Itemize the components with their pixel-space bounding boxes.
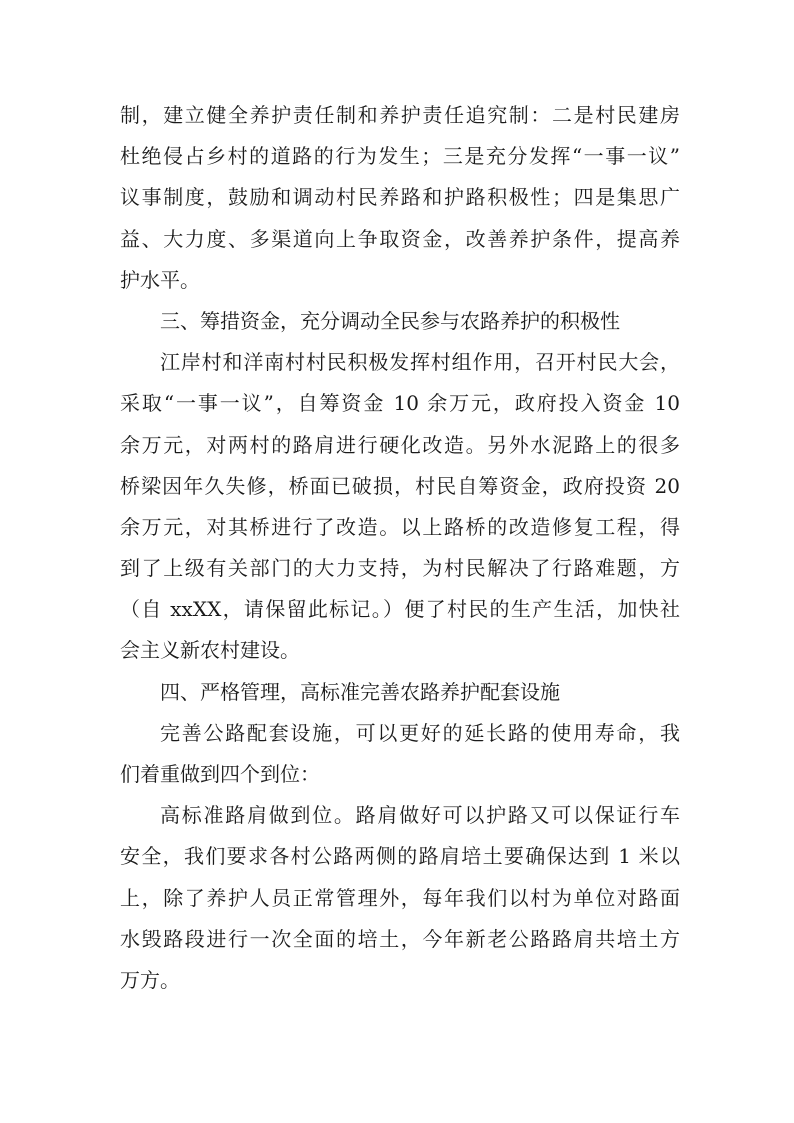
text-line: 杜绝侵占乡村的道路的行为发生；三是充分发挥“一事一议” (120, 144, 680, 169)
document-body (120, 95, 680, 1001)
text-line: 们着重做到四个到位： (120, 762, 320, 786)
text-line: 到了上级有关部门的大力支持，为村民解决了行路难题，方 (120, 556, 680, 581)
text-line: 上，除了养护人员正常管理外，每年我们以村为单位对路面 (120, 885, 680, 910)
section-heading: 三、筹措资金，充分调动全民参与农路养护的积极性 (160, 308, 620, 333)
text-line: 万方。 (120, 967, 180, 992)
text-line: 安全，我们要求各村公路两侧的路肩培土要确保达到 1 米以 (120, 844, 680, 869)
text-line: （自 xxXX，请保留此标记。）便了村民的生产生活，加快社 (120, 597, 680, 622)
text-line: 桥梁因年久失修，桥面已破损，村民自筹资金，政府投资 20 (120, 473, 680, 498)
text-line: 制，建立健全养护责任制和养护责任追究制：二是村民建房 (120, 103, 680, 127)
text-line: 完善公路配套设施，可以更好的延长路的使用寿命，我 (160, 720, 680, 745)
text-line: 水毁路段进行一次全面的培土，今年新老公路路肩共培土方 (120, 926, 680, 951)
text-line: 采取“一事一议”，自筹资金 10 余万元，政府投入资金 10 (120, 391, 680, 416)
text-line: 护水平。 (120, 267, 200, 292)
text-line: 余万元，对两村的路肩进行硬化改造。另外水泥路上的很多 (120, 432, 680, 457)
text-line: 议事制度，鼓励和调动村民养路和护路积极性；四是集思广 (120, 185, 680, 210)
text-line: 益、大力度、多渠道向上争取资金，改善养护条件，提高养 (120, 226, 680, 251)
text-line: 余万元，对其桥进行了改造。以上路桥的改造修复工程，得 (120, 514, 680, 539)
section-heading: 四、严格管理，高标准完善农路养护配套设施 (160, 679, 560, 704)
text-line: 会主义新农村建设。 (120, 638, 300, 663)
text-line: 江岸村和洋南村村民积极发挥村组作用，召开村民大会， (160, 350, 680, 375)
text-line: 高标准路肩做到位。路肩做好可以护路又可以保证行车 (160, 803, 680, 828)
